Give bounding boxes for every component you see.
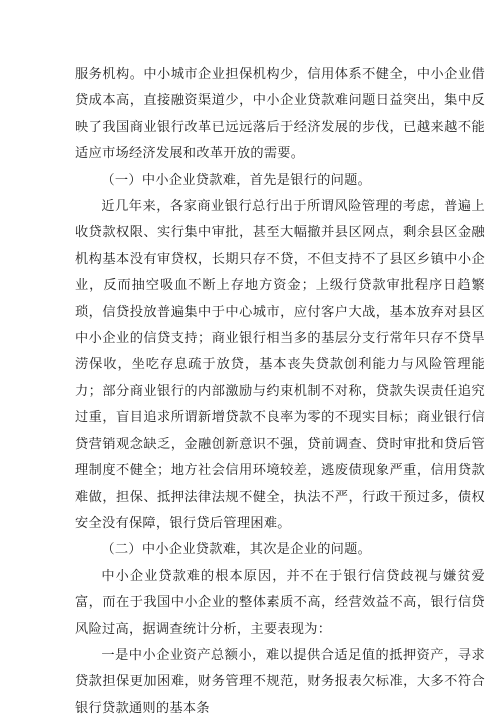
- paragraph-root-cause: 中小企业贷款难的根本原因，并不在于银行信贷歧视与嫌贫爱富，而在于我国中小企业的整体素质不高，经营效益不高，银行信贷风险过高，据调查统计分析，主要表现为：: [75, 568, 485, 637]
- document-body: [75, 62, 485, 722]
- paragraph-point-one: 一是中小企业资产总额小，难以提供合适足值的抵押资产，寻求贷款担保更加困难，财务管理不规范，财务报表欠标准，大多不符合银行贷款通则的基本条: [75, 647, 485, 716]
- section-heading-bank-problems: （一）中小企业贷款难，首先是银行的问题。: [101, 172, 372, 188]
- paragraph-intro-continuation: 服务机构。中小城市企业担保机构少，信用体系不健全，中小企业借贷成本高，直接融资渠道少，中小企业贷款难问题日益突出，集中反映了我国商业银行改革已远远落后于经济发展的步伐，已越来越不能适应市场经济发展和改革开放的需要。: [75, 67, 485, 162]
- paragraph-bank-problems: 近几年来，各家商业银行总行出于所谓风险管理的考虑，普遍上收贷款权限、实行集中审批，甚至大幅撤并县区网点，剩余县区金融机构基本没有审贷权，长期只存不贷，不但支持不了县区乡镇中小企业，反而抽空吸血不断上存地方资金；上级行贷款审批程序日趋繁琐，信贷投放普遍集中于中心城市，应付客户大战，基本放弃对县区中小企业的信贷支持；商业银行相当多的基层分支行常年只存不贷旱涝保收，坐吃存息疏于放贷，基本丧失贷款创利能力与风险管理能力；部分商业银行的内部激励与约束机制不对称，贷款失误责任追究过重，盲目追求所谓新增贷款不良率为零的不现实目标；商业银行信贷营销观念缺乏，金融创新意识不强，贷前调查、贷时审批和贷后管理制度不健全；地方社会信用环境较差，逃废债现象严重，信用贷款难做，担保、抵押法律法规不健全，执法不严，行政干预过多，债权安全没有保障，银行贷后管理困难。: [75, 199, 485, 531]
- section-heading-enterprise-problems: （二）中小企业贷款难，其次是企业的问题。: [101, 542, 372, 558]
